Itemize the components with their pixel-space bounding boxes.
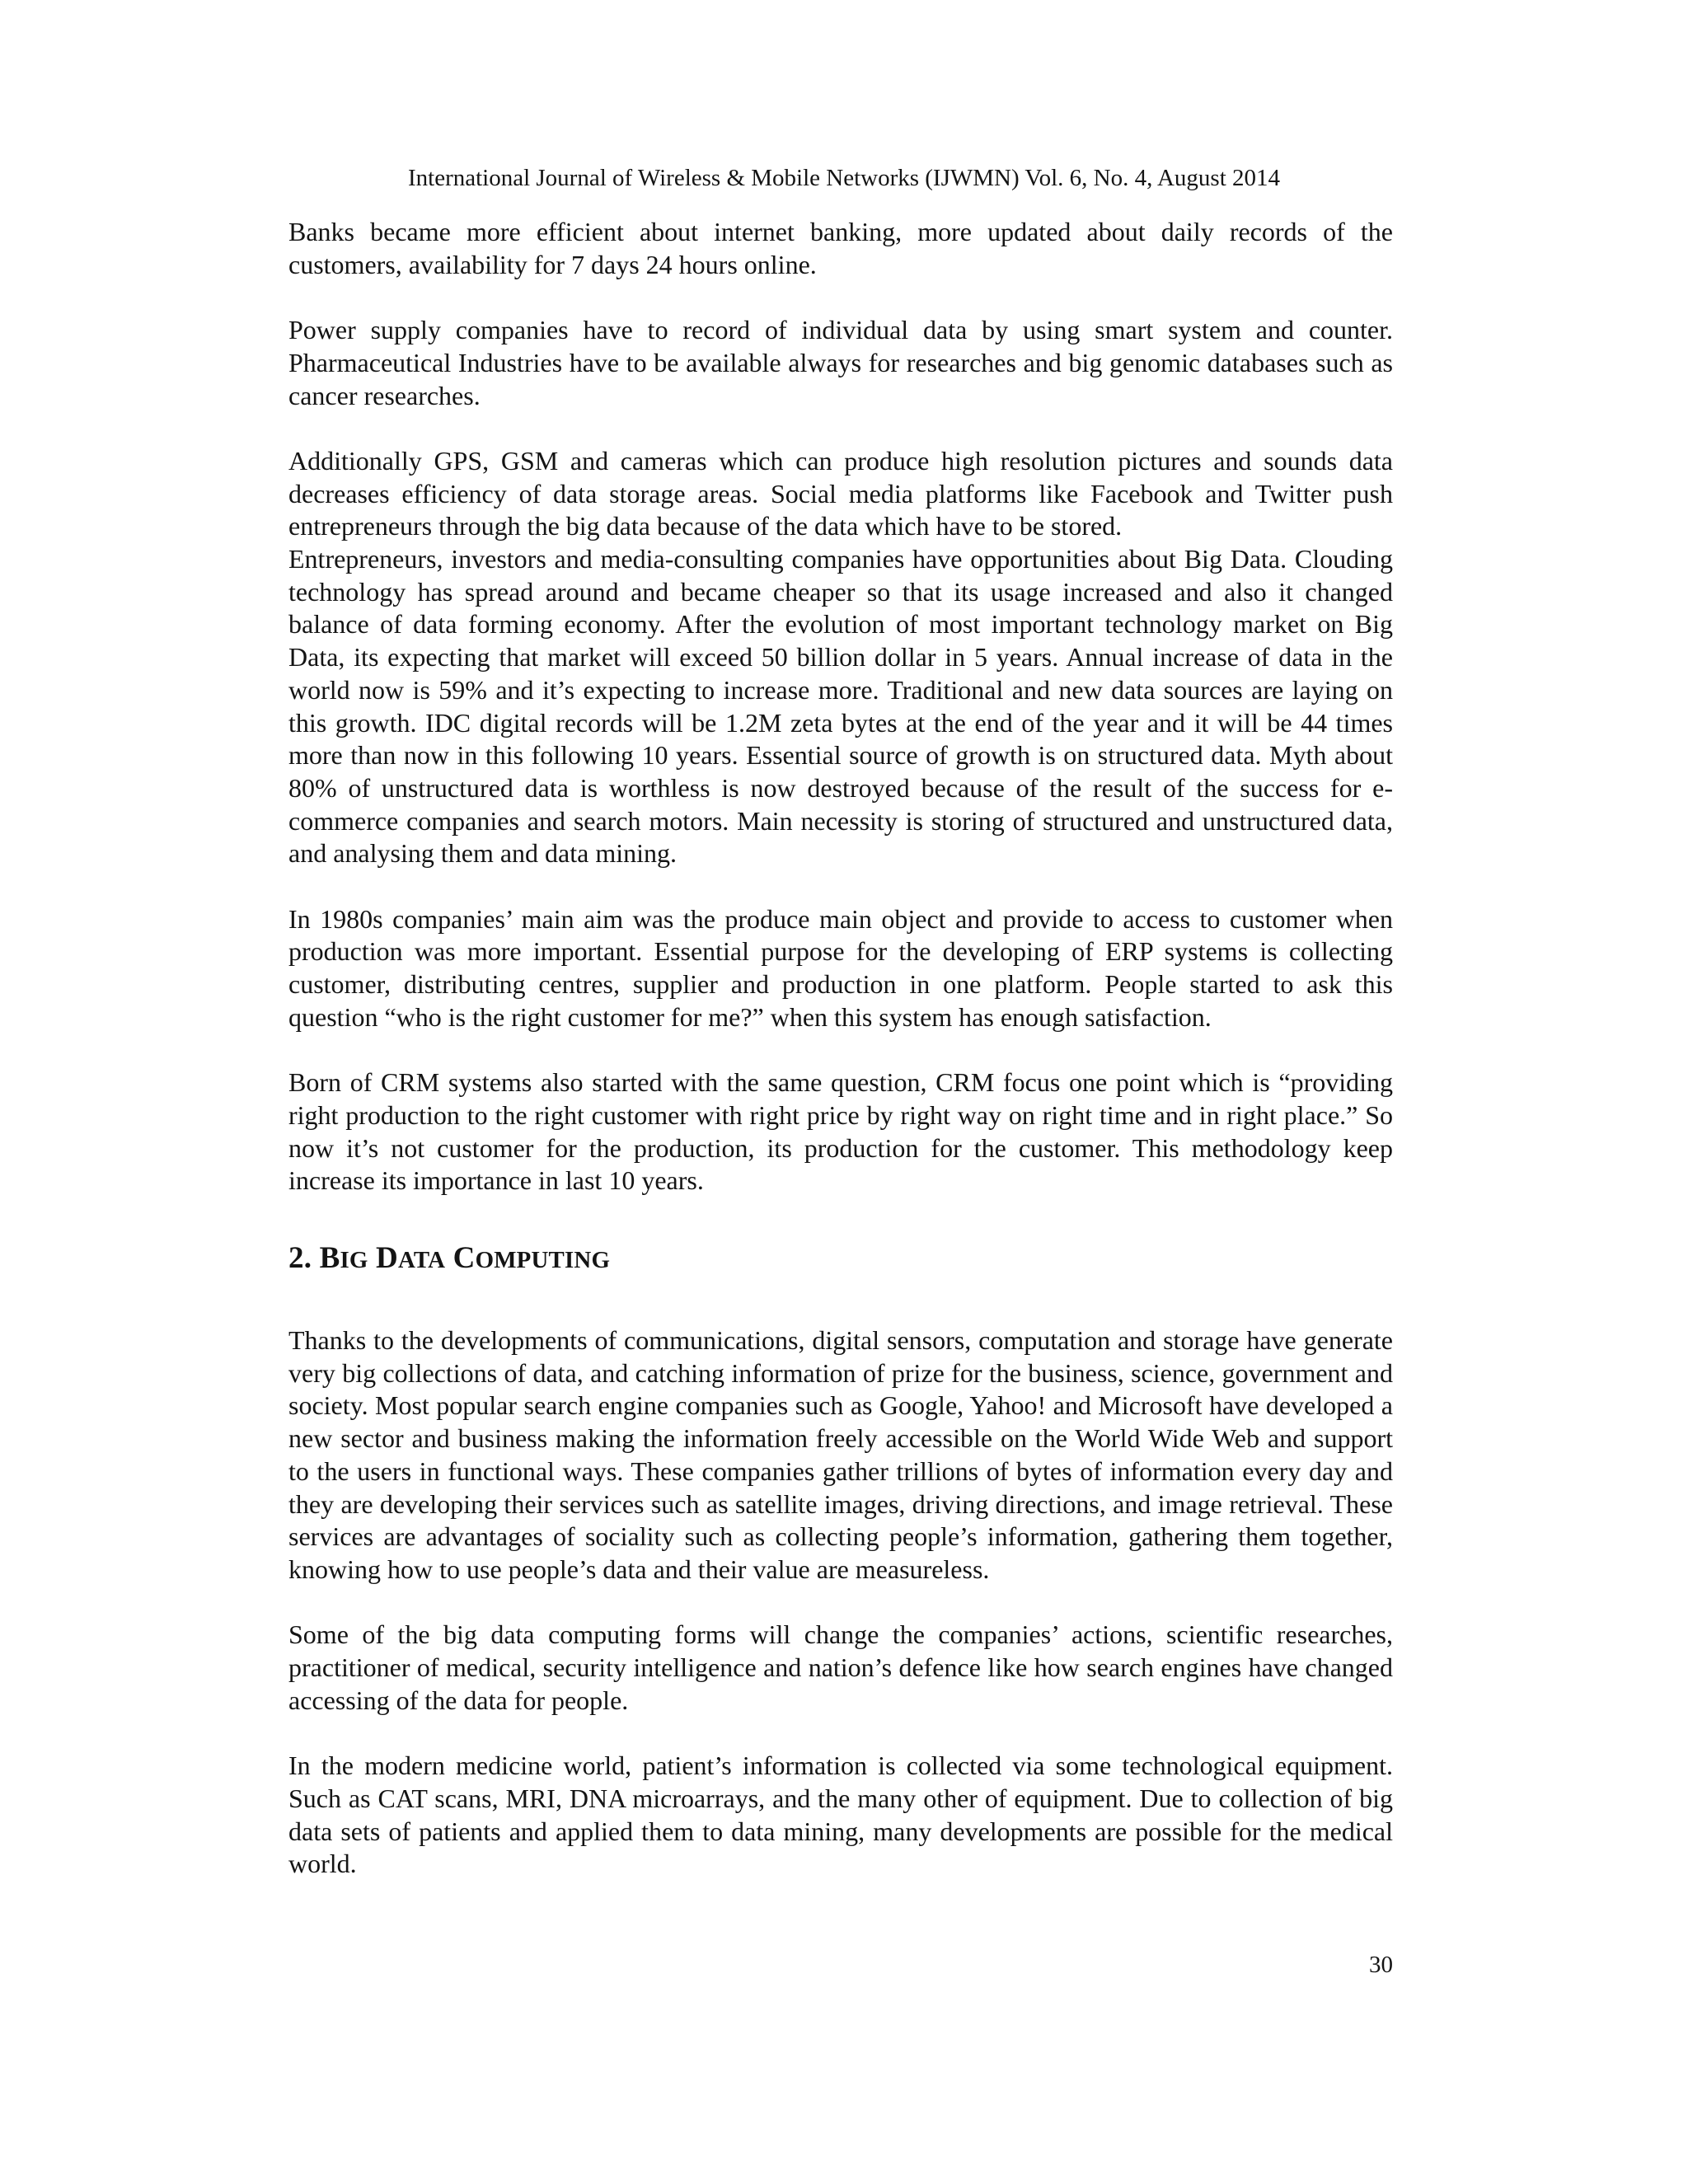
page-body [288, 216, 1393, 1914]
running-header: International Journal of Wireless & Mobile Networks (IJWMN) Vol. 6, No. 4, August 2014 [407, 165, 1281, 191]
paragraph-1980s: In 1980s companies’ main aim was the produce main object and provide to access to customer when production was more important. Essential purpose for the developing of ERP systems is collecting customer, distributing centres, supplier and production in one platform. People started to ask this question “who is the right customer for me?” when this system has enough satisfaction. [288, 903, 1393, 1032]
paragraph-gps-gsm: Additionally GPS, GSM and cameras which can produce high resolution pictures and sounds data decreases efficiency of data storage areas. Social media platforms like Facebook and Twitter push entrepreneurs through the big data because of the data which have to be stored. [288, 445, 1393, 541]
paragraph-medicine: In the modern medicine world, patient’s information is collected via some technological equipment. Such as CAT scans, MRI, DNA microarrays, and the many other of equipment. Due to collection of big data sets of patients and applied them to data mining, many developments are possible for the medical world. [288, 1750, 1393, 1879]
paragraph-computing-forms: Some of the big data computing forms will change the companies’ actions, scientific researches, practitioner of medical, security intelligence and nation’s defence like how search engines have changed accessing of the data for people. [288, 1619, 1393, 1715]
section-heading [288, 1240, 1393, 1278]
paragraph-power-supply: Power supply companies have to record of individual data by using smart system and counter. Pharmaceutical Industries have to be available always for researches and big genomic databases such as cancer researches. [288, 315, 1393, 410]
paragraph-crm: Born of CRM systems also started with the same question, CRM focus one point which is “providing right production to the right customer with right price by right way on right time and in right place.” So now it’s not customer for the production, its production for the customer. This methodology keep increase its importance in last 10 years. [288, 1067, 1393, 1196]
section-title: BIG DATA COMPUTING [319, 1241, 611, 1276]
paragraph-banks: Banks became more efficient about internet banking, more updated about daily records of the customers, availability for 7 days 24 hours online. [288, 217, 1393, 279]
page-number: 30 [1369, 1952, 1393, 1978]
section-number: 2. [288, 1241, 312, 1276]
paragraph-entrepreneurs: Entrepreneurs, investors and media-consulting companies have opportunities about Big Data. Clouding technology has spread around and became cheaper so that its usage increased and also it changed balance of data forming economy. After the evolution of most important technology market on Big Data, its expecting that market will exceed 50 billion dollar in 5 years. Annual increase of data in the world now is 59% and it’s expecting to increase more. Traditional and new data sources are laying on this growth. IDC digital records will be 1.2M zeta bytes at the end of the year and it will be 44 times more than now in this following 10 years. Essential source of growth is on structured data. Myth about 80% of unstructured data is worthless is now destroyed because of the result of the success for e-commerce companies and search motors. Main necessity is storing of structured and unstructured data, and analysing them and data mining. [288, 544, 1393, 869]
paragraph-developments: Thanks to the developments of communications, digital sensors, computation and storage have generate very big collections of data, and catching information of prize for the business, science, government and society. Most popular search engine companies such as Google, Yahoo! and Microsoft have developed a new sector and business making the information freely accessible on the World Wide Web and support to the users in functional ways. These companies gather trillions of bytes of information every day and they are developing their services such as satellite images, driving directions, and image retrieval. These services are advantages of sociality such as collecting people’s information, gathering them together, knowing how to use people’s data and their value are measureless. [288, 1325, 1393, 1584]
